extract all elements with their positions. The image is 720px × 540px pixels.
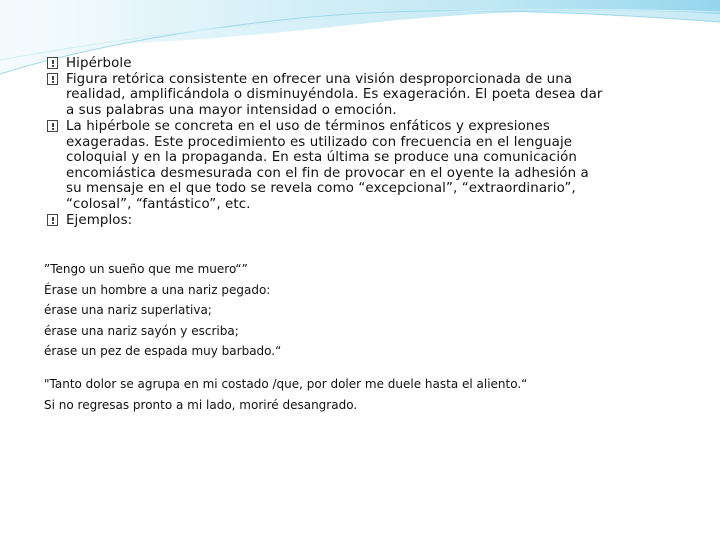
bullet-item [47, 72, 607, 119]
bullet-text: La hipérbole se concreta en el uso de términos enfáticos y expresiones exageradas. Este procedimiento es utilizado con frecuencia en el lenguaje coloquial y en la propaganda. En esta última se produce una comunicación encomiástica desmesurada con el fin de provocar en el oyente la adhesión a su mensaje en el que todo se revela como “excepcional”, “extraordinario”, “colosal”, “fantástico”, etc. [66, 119, 589, 212]
bullet-item [47, 119, 607, 212]
bullet-square-icon [47, 73, 58, 85]
example-quote-1 [44, 259, 644, 362]
bullet-text: Ejemplos: [66, 213, 133, 228]
quote-line: Si no regresas pronto a mi lado, moriré desangrado. [44, 397, 358, 412]
bullet-text: Hipérbole [66, 56, 132, 71]
quote-line: érase un pez de espada muy barbado.“ [44, 344, 282, 359]
quote-line: Érase un hombre a una nariz pegado: [44, 282, 271, 297]
quote-line: érase una nariz superlativa; [44, 303, 212, 318]
bullet-item [47, 213, 607, 229]
quote-line: ”Tengo un sueño que me muero“” [44, 262, 248, 276]
quote-line: érase una nariz sayón y escriba; [44, 323, 239, 338]
bullet-text: Figura retórica consistente en ofrecer una visión desproporcionada de una realidad, amplificándola o disminuyéndola. Es exageración. El poeta desea dar a sus palabras una mayor intensidad o emoción. [66, 71, 603, 118]
bullet-square-icon [47, 57, 58, 69]
quote-line: "Tanto dolor se agrupa en mi costado /que, por doler me duele hasta el aliento.“ [44, 377, 528, 391]
bullet-square-icon [47, 120, 58, 132]
bullet-item [47, 56, 607, 72]
bullet-square-icon [47, 214, 58, 226]
bullet-list [47, 56, 607, 229]
example-quote-2 [44, 374, 644, 415]
